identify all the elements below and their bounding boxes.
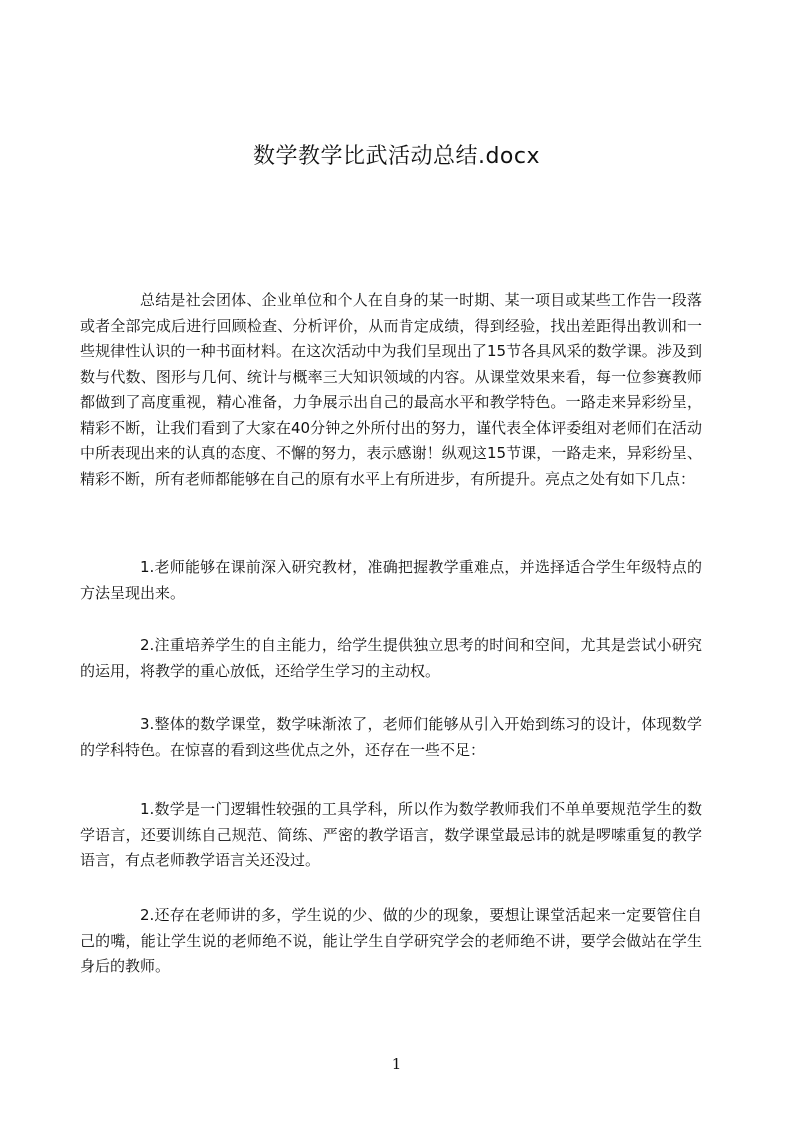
highlight-point-2: 2.注重培养学生的自主能力，给学生提供独立思考的时间和空间，尤其是尝试小研究的运用，将教学的重心放低，还给学生学习的主动权。	[80, 636, 702, 680]
shortcoming-point-2: 2.还存在老师讲的多，学生说的少、做的少的现象，要想让课堂活起来一定要管住自己的嘴，能让学生说的老师绝不说，能让学生自学研究学会的老师绝不讲，要学会做站在学生身后的教师。	[80, 906, 702, 975]
document-title: 数学教学比武活动总结.docx	[252, 144, 541, 169]
intro-paragraph: 总结是社会团体、企业单位和个人在自身的某一时期、某一项目或某些工作告一段落或者全部完成后进行回顾检查、分析评价，从而肯定成绩，得到经验，找出差距得出教训和一些规律性认识的一种书面材料。在这次活动中为我们呈现出了15节各具风采的数学课。涉及到数与代数、图形与几何、统计与概率三大知识领域的内容。从课堂效果来看，每一位参赛教师都做到了高度重视，精心准备，力争展示出自己的最高水平和教学特色。一路走来异彩纷呈，精彩不断，让我们看到了大家在40分钟之外所付出的努力，谨代表全体评委组对老师们在活动中所表现出来的认真的态度、不懈的努力，表示感谢！纵观这15节课，一路走来，异彩纷呈、精彩不断，所有老师都能够在自己的原有水平上有所进步，有所提升。亮点之处有如下几点：	[80, 291, 702, 488]
highlight-point-3: 3.整体的数学课堂，数学味渐浓了，老师们能够从引入开始到练习的设计，体现数学的学科特色。在惊喜的看到这些优点之外，还存在一些不足：	[80, 715, 702, 759]
highlight-point-1: 1.老师能够在课前深入研究教材，准确把握教学重难点，并选择适合学生年级特点的方法呈现出来。	[80, 558, 702, 602]
shortcoming-point-1: 1.数学是一门逻辑性较强的工具学科，所以作为数学教师我们不单单要规范学生的数学语言，还要训练自己规范、简练、严密的教学语言，数学课堂最忌讳的就是啰嗦重复的教学语言，有点老师教学语言关还没过。	[80, 800, 702, 869]
page-number: 1	[391, 1055, 402, 1073]
